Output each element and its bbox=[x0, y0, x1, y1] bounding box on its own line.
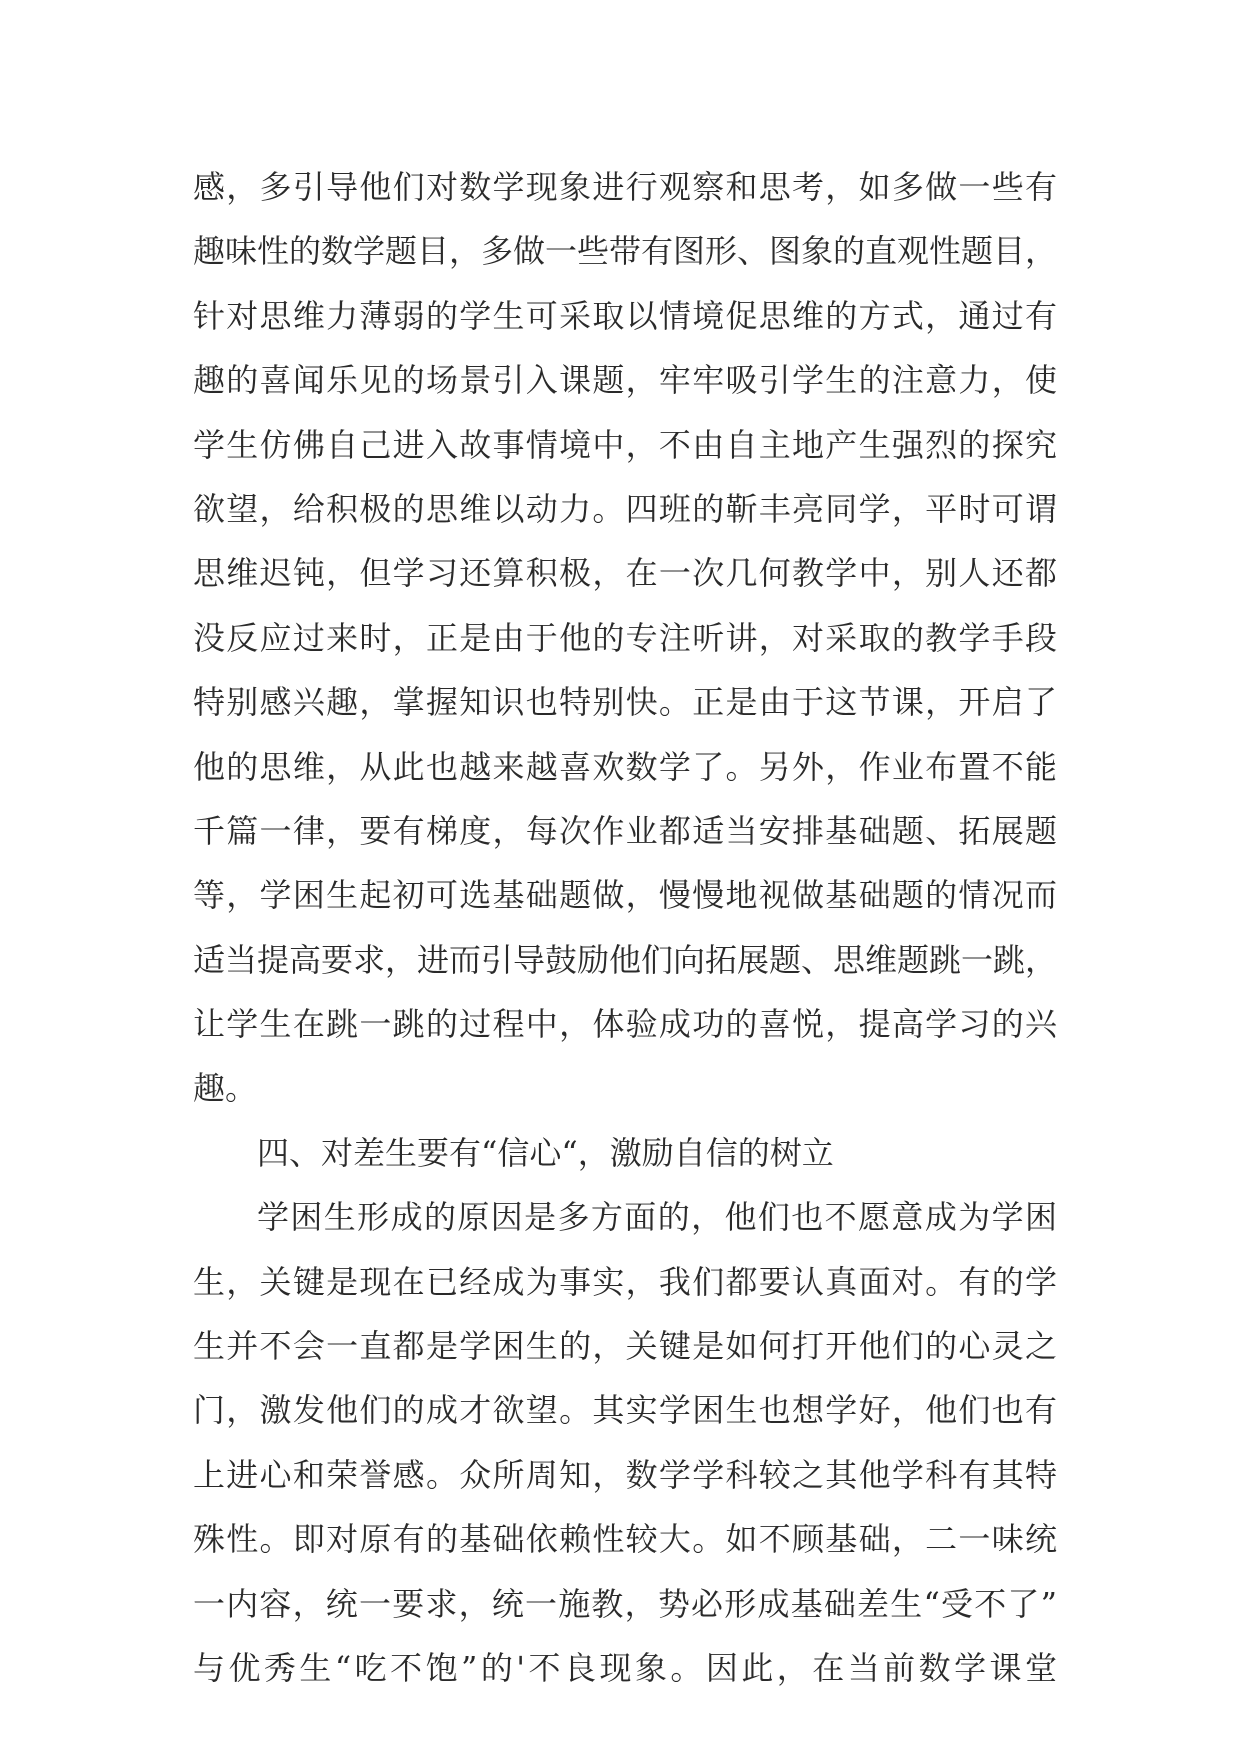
paragraph-line: 学生仿佛自己进入故事情境中，不由自主地产生强烈的探究 bbox=[193, 425, 1057, 464]
paragraph-line: 感，多引导他们对数学现象进行观察和思考，如多做一些有 bbox=[193, 168, 1057, 206]
paragraph-line: 趣。 bbox=[193, 1069, 258, 1108]
paragraph-line: 让学生在跳一跳的过程中，体验成功的喜悦，提高学习的兴 bbox=[193, 1005, 1057, 1044]
section-heading: 四、对差生要有“信心“，激励自信的树立 bbox=[257, 1133, 834, 1172]
document-body bbox=[193, 155, 1057, 1700]
paragraph-line: 适当提高要求，进而引导鼓励他们向拓展题、思维题跳一跳， bbox=[193, 940, 1058, 979]
paragraph-line: 殊性。即对原有的基础依赖性较大。如不顾基础，二一味统 bbox=[193, 1520, 1057, 1559]
paragraph-line: 一内容，统一要求，统一施教，势必形成基础差生“受不了” bbox=[193, 1584, 1057, 1623]
paragraph-line: 欲望，给积极的思维以动力。四班的靳丰亮同学，平时可谓 bbox=[193, 489, 1057, 528]
paragraph-line: 与优秀生“吃不饱”的'不良现象。因此，在当前数学课堂 bbox=[193, 1648, 1057, 1687]
paragraph-line: 特别感兴趣，掌握知识也特别快。正是由于这节课，开启了 bbox=[193, 683, 1057, 722]
paragraph-line: 思维迟钝，但学习还算积极，在一次几何教学中，别人还都 bbox=[193, 554, 1057, 593]
paragraph-line: 生并不会一直都是学困生的，关键是如何打开他们的心灵之 bbox=[193, 1327, 1057, 1366]
paragraph-line: 上进心和荣誉感。众所周知，数学学科较之其他学科有其特 bbox=[193, 1455, 1057, 1494]
paragraph-line: 千篇一律，要有梯度，每次作业都适当安排基础题、拓展题 bbox=[193, 811, 1057, 850]
paragraph-line: 他的思维，从此也越来越喜欢数学了。另外，作业布置不能 bbox=[193, 747, 1057, 786]
paragraph-line: 针对思维力薄弱的学生可采取以情境促思维的方式，通过有 bbox=[193, 296, 1057, 335]
paragraph-line: 生，关键是现在已经成为事实，我们都要认真面对。有的学 bbox=[193, 1262, 1057, 1301]
paragraph-line: 门，激发他们的成才欲望。其实学困生也想学好，他们也有 bbox=[193, 1391, 1057, 1430]
paragraph-line: 趣味性的数学题目，多做一些带有图形、图象的直观性题目， bbox=[193, 232, 1058, 271]
paragraph-line: 等，学困生起初可选基础题做，慢慢地视做基础题的情况而 bbox=[193, 876, 1057, 915]
paragraph-line: 没反应过来时，正是由于他的专注听讲，对采取的教学手段 bbox=[193, 618, 1057, 657]
paragraph-line: 学困生形成的原因是多方面的，他们也不愿意成为学困 bbox=[257, 1198, 1057, 1237]
paragraph-1 bbox=[193, 155, 1057, 1121]
paragraph-line: 趣的喜闻乐见的场景引入课题，牢牢吸引学生的注意力，使 bbox=[193, 361, 1057, 400]
paragraph-2 bbox=[193, 1185, 1057, 1700]
